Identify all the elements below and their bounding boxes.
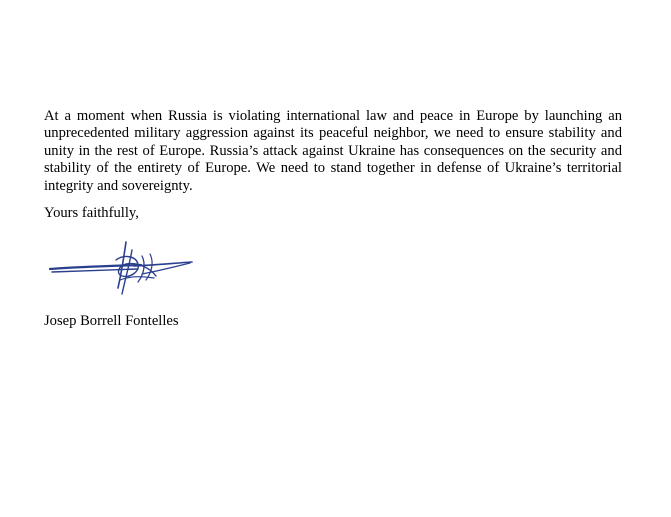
signature-image <box>46 236 196 296</box>
letter-closing: Yours faithfully, <box>44 205 139 221</box>
signer-name: Josep Borrell Fontelles <box>44 313 179 329</box>
letter-body-paragraph: At a moment when Russia is violating international law and peace in Europe by launching an unprecedented military aggression against its peaceful neighbor, we need to ensure stability and unity in the rest of Europe. Russia’s attack against Ukraine has consequences on the security and stability of the entirety of Europe. We need to stand together in defense of Ukraine’s territorial integrity and sovereignty. <box>44 108 622 194</box>
